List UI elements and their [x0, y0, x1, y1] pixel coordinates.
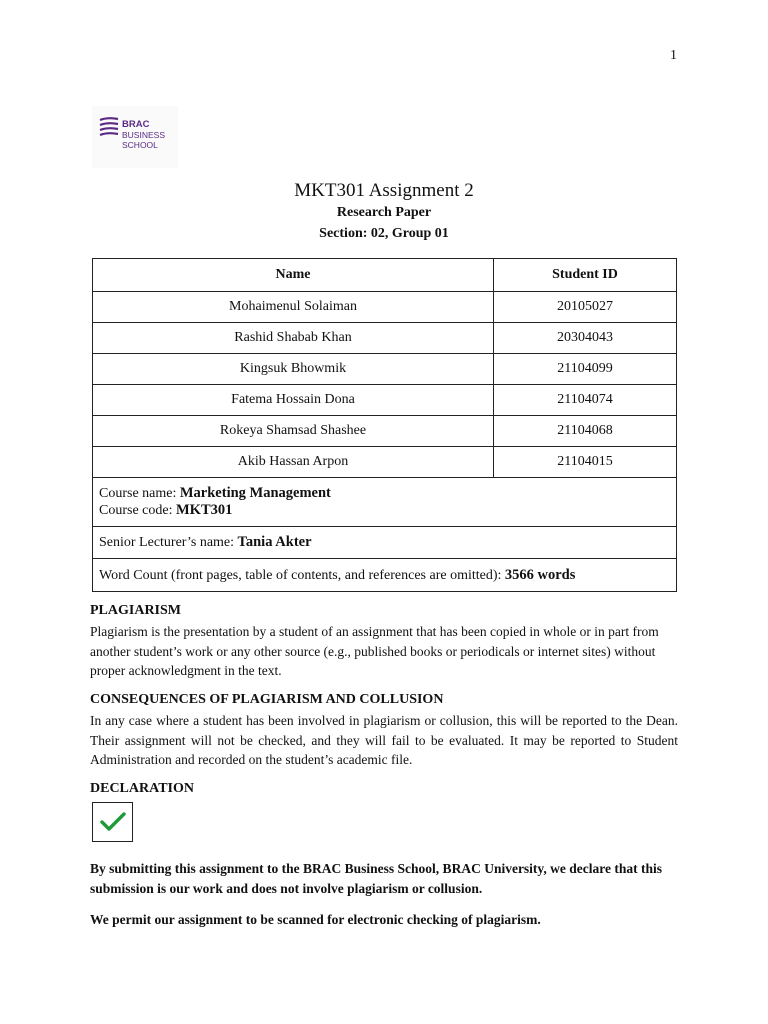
- lecturer-row: [93, 527, 677, 559]
- member-name: Mohaimenul Solaiman: [93, 292, 494, 323]
- member-name: Fatema Hossain Dona: [93, 385, 494, 416]
- member-name: Kingsuk Bhowmik: [93, 354, 494, 385]
- brac-business-school-logo: [92, 106, 178, 168]
- word-count-row: [93, 559, 677, 592]
- document-title: MKT301 Assignment 2: [294, 180, 474, 201]
- course-info-row: [93, 478, 677, 527]
- word-count-value: 3566 words: [504, 566, 576, 583]
- table-row: [93, 447, 677, 478]
- consequences-heading: CONSEQUENCES OF PLAGIARISM AND COLLUSION: [90, 692, 444, 707]
- header-student-id: Student ID: [494, 259, 677, 292]
- logo-line-3: SCHOOL: [122, 140, 158, 150]
- course-name-label: Course name:: [99, 486, 180, 501]
- member-id: 20304043: [494, 323, 677, 354]
- member-id: 21104074: [494, 385, 677, 416]
- word-count-cell: [93, 559, 677, 592]
- consequences-text: In any case where a student has been involved in plagiarism or collusion, this will be reported to the Dean. Their assignment will not be checked, and they will fail to be evaluated. It may be reported to Student Administration and recorded on the student’s academic file.: [90, 713, 678, 767]
- member-name: Rashid Shabab Khan: [93, 323, 494, 354]
- section-group: Section: 02, Group 01: [319, 226, 449, 241]
- table-header-row: [93, 259, 677, 292]
- page-number: 1: [670, 48, 677, 63]
- members-table: [92, 258, 677, 592]
- table-row: [93, 354, 677, 385]
- member-id: 20105027: [494, 292, 677, 323]
- plagiarism-heading: PLAGIARISM: [90, 603, 182, 618]
- lecturer-value: Tania Akter: [237, 534, 312, 550]
- table-row: [93, 385, 677, 416]
- table-row: [93, 292, 677, 323]
- member-id: 21104068: [494, 416, 677, 447]
- declaration-checkbox[interactable]: [92, 802, 133, 842]
- lecturer-cell: [93, 527, 677, 559]
- logo-line-1: BRAC: [122, 119, 150, 130]
- declaration-heading: DECLARATION: [90, 781, 194, 796]
- member-name: Rokeya Shamsad Shashee: [93, 416, 494, 447]
- course-code-label: Course code:: [99, 503, 176, 518]
- table-row: [93, 416, 677, 447]
- header-name: Name: [93, 259, 494, 292]
- declaration-statement: By submitting this assignment to the BRAC Business School, BRAC University, we declare that this submission is our work and does not involve plagiarism or collusion.: [90, 861, 663, 896]
- logo-text: [122, 120, 165, 150]
- course-info-cell: [93, 478, 677, 527]
- member-id: 21104015: [494, 447, 677, 478]
- checkmark-icon: [100, 811, 126, 833]
- document-subtitle: Research Paper: [336, 205, 432, 220]
- member-name: Akib Hassan Arpon: [93, 447, 494, 478]
- word-count-label: Word Count (front pages, table of contents, and references are omitted):: [99, 567, 505, 583]
- course-name-value: Marketing Management: [179, 485, 331, 501]
- logo-line-2: BUSINESS: [122, 130, 165, 140]
- declaration-permission: We permit our assignment to be scanned for electronic checking of plagiarism.: [90, 912, 541, 927]
- member-id: 21104099: [494, 354, 677, 385]
- course-code-value: MKT301: [175, 502, 233, 518]
- plagiarism-text: Plagiarism is the presentation by a student of an assignment that has been copied in whole or in part from another student’s work or any other source (e.g., published books or periodicals or internet sites) without proper acknowledgment in the text.: [90, 624, 659, 678]
- table-row: [93, 323, 677, 354]
- brac-logo-icon: [98, 116, 120, 140]
- lecturer-label: Senior Lecturer’s name:: [99, 535, 238, 550]
